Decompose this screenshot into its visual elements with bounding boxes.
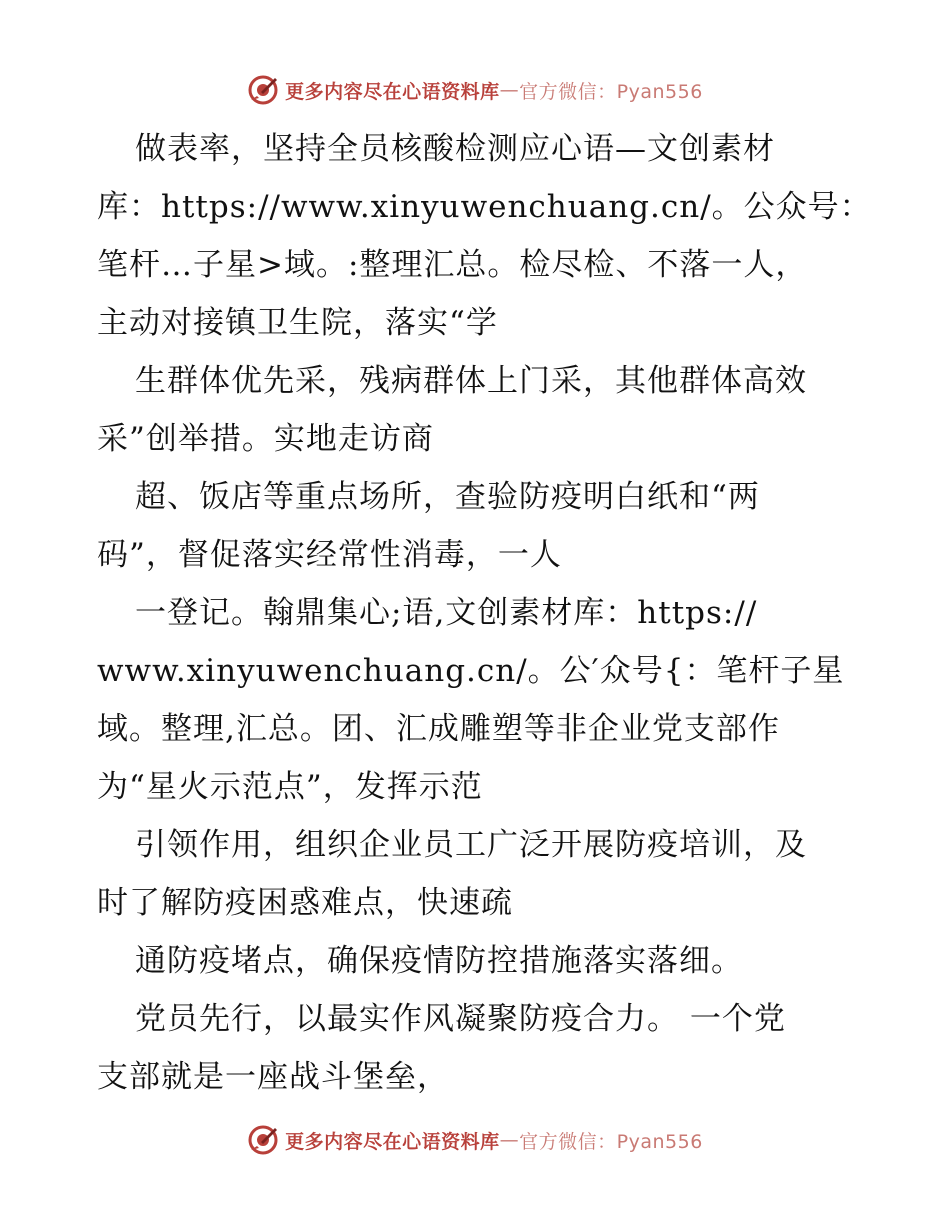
banner-text: 更多内容尽在心语资料库 (285, 80, 500, 103)
body-line: 码”，督促落实经常性消毒，一人 (97, 537, 562, 573)
body-line: 通防疫堵点，确保疫情防控措施落实落细。 (135, 943, 743, 979)
body-line: 引领作用，组织企业员工广泛开展防疫培训，及 (135, 827, 807, 863)
banner-separator: — (499, 1129, 520, 1151)
body-line: 超、饭店等重点场所，查验防疫明白纸和“两 (135, 479, 760, 515)
footer-banner (0, 1120, 950, 1160)
body-line: 做表率，坚持全员核酸检测应心语—文创素材 (135, 131, 775, 167)
body-line: 采”创举措。实地走访商 (97, 421, 434, 457)
body-line: 生群体优先采，残病群体上门采，其他群体高效 (135, 363, 807, 399)
body-line: 支部就是一座战斗堡垒， (97, 1059, 449, 1095)
body-line: 主动对接镇卫生院，落实“学 (97, 305, 498, 341)
body-line: 一登记。翰鼎集心;语,文创素材库：https:// (135, 595, 758, 631)
body-line: 库：https://www.xinyuwenchuang.cn/。公众号： (97, 189, 872, 225)
body-line: 域。整理,汇总。团、汇成雕塑等非企业党支部作 (97, 711, 780, 747)
quill-pen-circle-icon (247, 1124, 279, 1156)
banner-text: 更多内容尽在心语资料库 (285, 1130, 500, 1153)
banner-separator: — (499, 79, 520, 101)
body-line: 笔杆…子星>域。:整理汇总。检尽检、不落一人， (97, 247, 808, 283)
banner-wechat: 官方微信：Pyan556 (519, 1130, 703, 1153)
body-line: www.xinyuwenchuang.cn/。公′众号{：笔杆子星 (97, 653, 845, 689)
document-body (97, 120, 872, 1106)
quill-pen-circle-icon (247, 74, 279, 106)
header-banner (0, 70, 950, 110)
body-line: 为“星火示范点”，发挥示范 (97, 769, 483, 805)
body-line: 党员先行，以最实作风凝聚防疫合力。 一个党 (135, 1001, 786, 1037)
banner-wechat: 官方微信：Pyan556 (519, 80, 703, 103)
body-line: 时了解防疫困惑难点，快速疏 (97, 885, 513, 921)
